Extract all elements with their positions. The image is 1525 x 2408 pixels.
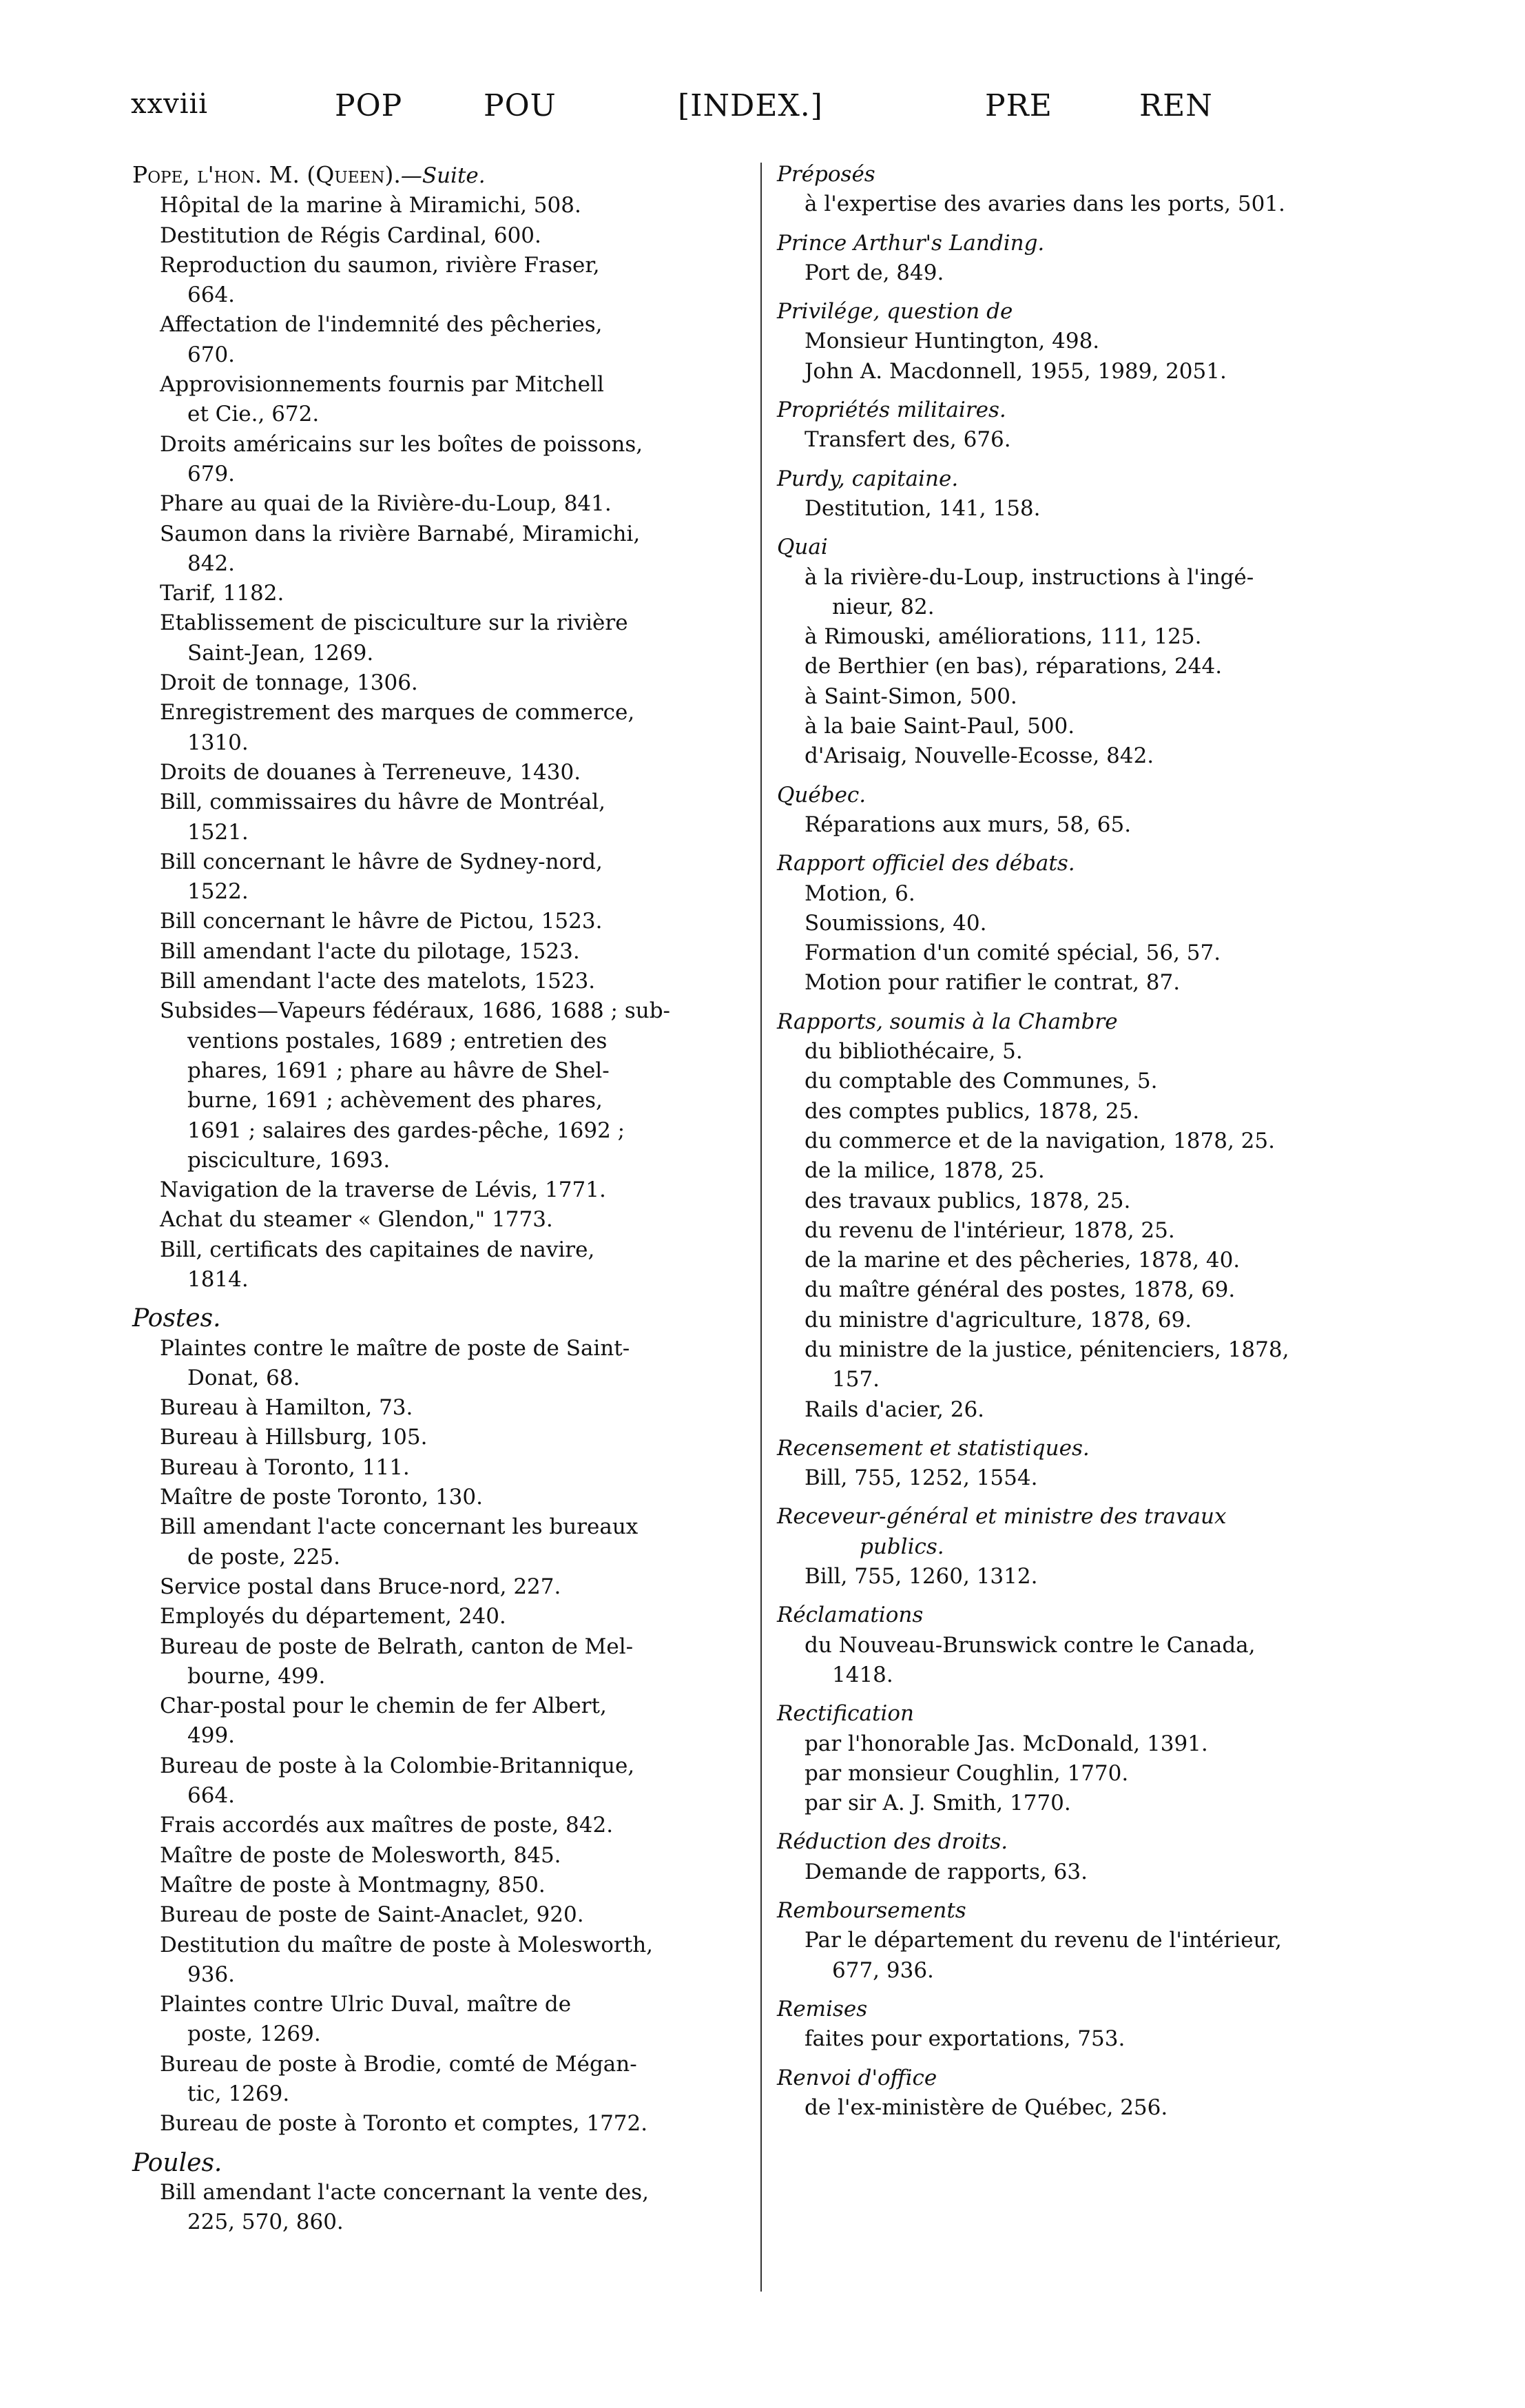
index-heading: Recensement et statistiques. bbox=[777, 1435, 1090, 1461]
index-entry-continuation: 670. bbox=[187, 342, 236, 367]
index-entry bbox=[132, 1393, 749, 1423]
index-entry-line: John A. Macdonnell, 1955, 1989, 2051. bbox=[805, 358, 1227, 384]
index-entry-line: Bill, 755, 1260, 1312. bbox=[805, 1564, 1038, 1589]
index-heading: Receveur-général et ministre des travaux bbox=[777, 1504, 1227, 1530]
index-heading: Rapport officiel des débats. bbox=[777, 851, 1075, 876]
index-entry-line: Formation d'un comité spécial, 56, 57. bbox=[805, 940, 1221, 966]
index-heading: Poules. bbox=[132, 2148, 222, 2177]
index-entry bbox=[132, 2109, 749, 2139]
index-heading: Québec. bbox=[777, 782, 867, 807]
index-entry-line: du Nouveau-Brunswick contre le Canada, bbox=[805, 1632, 1256, 1658]
index-entry bbox=[132, 907, 749, 936]
index-entry-line: à Rimouski, améliorations, 111, 125. bbox=[805, 624, 1202, 650]
index-heading: Préposés bbox=[777, 162, 875, 187]
index-entry-line: Bill, certificats des capitaines de navire, bbox=[160, 1237, 595, 1262]
index-entry-line: Soumissions, 40. bbox=[805, 910, 987, 936]
index-column-right bbox=[777, 160, 1390, 2123]
index-entry bbox=[777, 1246, 1390, 1275]
index-entry bbox=[132, 1572, 749, 1602]
index-entry bbox=[777, 968, 1390, 998]
index-entry bbox=[777, 357, 1390, 387]
index-entry bbox=[777, 1067, 1390, 1096]
index-entry-line: Bill concernant le hâvre de Pictou, 1523. bbox=[160, 909, 603, 934]
index-entry-line: Droits de douanes à Terreneuve, 1430. bbox=[160, 759, 581, 785]
index-entry bbox=[132, 1602, 749, 1632]
index-entry bbox=[132, 1175, 749, 1205]
index-entry-continuation: Donat, 68. bbox=[187, 1365, 300, 1390]
index-entry bbox=[132, 1632, 749, 1692]
index-entry-continuation: 664. bbox=[187, 282, 236, 308]
index-entry bbox=[777, 1186, 1390, 1216]
index-entry-line: Tarif, 1182. bbox=[160, 581, 284, 606]
index-entry bbox=[777, 425, 1390, 455]
index-entry-line: Bureau de poste à la Colombie-Britannique, bbox=[160, 1753, 635, 1778]
index-entry bbox=[132, 1483, 749, 1512]
index-entry bbox=[777, 938, 1390, 968]
index-entry-line: Etablissement de pisciculture sur la rivière bbox=[160, 610, 628, 636]
index-entry-line: Frais accordés aux maîtres de poste, 842. bbox=[160, 1813, 614, 1838]
index-entry-line: Bill amendant l'acte concernant les bureaux bbox=[160, 1514, 639, 1540]
index-entry-line: faites pour exportations, 753. bbox=[805, 2026, 1125, 2052]
index-heading: Réclamations bbox=[777, 1603, 924, 1628]
index-entry bbox=[132, 847, 749, 907]
index-entry-continuation: 679. bbox=[187, 461, 236, 486]
index-entry-line: Service postal dans Bruce-nord, 227. bbox=[160, 1574, 561, 1599]
index-entry bbox=[777, 2093, 1390, 2123]
index-entry bbox=[132, 1235, 749, 1295]
index-entry-line: Maître de poste à Montmagny, 850. bbox=[160, 1872, 546, 1897]
index-entry bbox=[777, 1037, 1390, 1067]
index-entry-line: Réparations aux murs, 58, 65. bbox=[805, 812, 1132, 837]
index-entry-line: Affectation de l'indemnité des pêcheries, bbox=[160, 312, 603, 338]
index-heading: Prince Arthur's Landing. bbox=[777, 230, 1045, 256]
index-entry-line: Saumon dans la rivière Barnabé, Miramichi, bbox=[160, 521, 641, 546]
index-entry-line: Par le département du revenu de l'intérieur, bbox=[805, 1928, 1282, 1953]
index-entry bbox=[132, 430, 749, 490]
index-column-left bbox=[132, 160, 749, 2237]
index-entry bbox=[132, 1931, 749, 1990]
index-entry-continuation: 225, 570, 860. bbox=[187, 2210, 344, 2235]
index-entry-line: du revenu de l'intérieur, 1878, 25. bbox=[805, 1217, 1175, 1243]
index-heading: Quai bbox=[777, 535, 828, 560]
index-entry-line: Plaintes contre Ulric Duval, maître de bbox=[160, 1992, 572, 2017]
index-entry-line: Plaintes contre le maître de poste de Saint- bbox=[160, 1335, 630, 1361]
index-entry bbox=[777, 563, 1390, 623]
index-entry-line: Bureau de poste de Belrath, canton de Mel- bbox=[160, 1634, 634, 1659]
header-right-from: PRE bbox=[985, 88, 1052, 123]
index-entry-line: des comptes publics, 1878, 25. bbox=[805, 1098, 1140, 1124]
index-entry-line: Achat du steamer « Glendon," 1773. bbox=[160, 1207, 553, 1233]
index-entry-continuation: 1814. bbox=[187, 1266, 249, 1292]
index-entry-line: Bill amendant l'acte des matelots, 1523. bbox=[160, 969, 596, 994]
index-entry-line: Maître de poste Toronto, 130. bbox=[160, 1485, 483, 1510]
index-entry bbox=[777, 1335, 1390, 1395]
index-entry-continuation: et Cie., 672. bbox=[187, 402, 320, 427]
index-entry-line: de Berthier (en bas), réparations, 244. bbox=[805, 654, 1223, 679]
index-entry-continuation: bourne, 499. bbox=[187, 1663, 326, 1689]
index-entry bbox=[132, 1205, 749, 1235]
index-entry-continuation: pisciculture, 1693. bbox=[187, 1147, 391, 1173]
index-entry bbox=[777, 258, 1390, 288]
index-entry-line: de la milice, 1878, 25. bbox=[805, 1158, 1045, 1184]
index-heading: Remises bbox=[777, 1996, 868, 2021]
index-entry-line: à l'expertise des avaries dans les ports, 501. bbox=[805, 192, 1285, 217]
index-entry-continuation: nieur, 82. bbox=[832, 594, 935, 619]
index-entry bbox=[777, 652, 1390, 681]
index-entry-line: Port de, 849. bbox=[805, 260, 944, 285]
index-entry bbox=[777, 1926, 1390, 1986]
index-entry-continuation: 157. bbox=[832, 1367, 880, 1392]
index-entry-line: Rails d'acier, 26. bbox=[805, 1397, 985, 1422]
index-entry bbox=[777, 1275, 1390, 1305]
index-entry-line: Hôpital de la marine à Miramichi, 508. bbox=[160, 193, 581, 218]
index-entry-line: de la marine et des pêcheries, 1878, 40. bbox=[805, 1248, 1241, 1273]
index-entry-continuation: ventions postales, 1689 ; entretien des bbox=[187, 1028, 608, 1053]
index-heading-continued: publics. bbox=[860, 1534, 944, 1559]
index-entry bbox=[132, 519, 749, 579]
index-entry-line: Enregistrement des marques de commerce, bbox=[160, 700, 635, 726]
index-entry bbox=[132, 1512, 749, 1572]
index-heading: Renvoi d'office bbox=[777, 2065, 937, 2090]
index-entry-line: Char-postal pour le chemin de fer Albert, bbox=[160, 1694, 607, 1719]
index-entry-line: par l'honorable Jas. McDonald, 1391. bbox=[805, 1731, 1208, 1756]
index-entry-line: Navigation de la traverse de Lévis, 1771. bbox=[160, 1177, 606, 1203]
index-entry-line: Droit de tonnage, 1306. bbox=[160, 670, 418, 696]
index-entry-line: Bill, 755, 1252, 1554. bbox=[805, 1465, 1038, 1491]
index-entry bbox=[132, 251, 749, 311]
index-entry-line: Subsides—Vapeurs fédéraux, 1686, 1688 ; sub- bbox=[160, 998, 671, 1024]
index-entry-line: à la baie Saint-Paul, 500. bbox=[805, 714, 1075, 739]
header-section: [INDEX.] bbox=[678, 88, 823, 123]
index-entry bbox=[777, 1126, 1390, 1156]
index-entry-line: de l'ex-ministère de Québec, 256. bbox=[805, 2095, 1168, 2120]
index-entry bbox=[132, 370, 749, 430]
index-entry-continuation: 1522. bbox=[187, 879, 249, 905]
index-entry bbox=[777, 1395, 1390, 1425]
index-entry-line: à la rivière-du-Loup, instructions à l'ingé- bbox=[805, 564, 1254, 590]
index-entry-line: Bill, commissaires du hâvre de Montréal, bbox=[160, 790, 606, 815]
index-entry-line: du ministre d'agriculture, 1878, 69. bbox=[805, 1307, 1192, 1332]
index-heading: Remboursements bbox=[777, 1898, 966, 1924]
index-entry bbox=[132, 579, 749, 608]
index-entry bbox=[132, 698, 749, 758]
header-right-to: REN bbox=[1139, 88, 1213, 123]
index-entry-continuation: 1521. bbox=[187, 819, 249, 845]
index-entry-continuation: poste, 1269. bbox=[187, 2021, 321, 2047]
index-entry-continuation: 499. bbox=[187, 1723, 236, 1749]
index-entry-line: Reproduction du saumon, rivière Fraser, bbox=[160, 252, 600, 278]
index-entry-line: du bibliothécaire, 5. bbox=[805, 1039, 1023, 1064]
index-entry-continuation: tic, 1269. bbox=[187, 2081, 290, 2106]
index-entry bbox=[777, 909, 1390, 938]
index-entry-line: Bureau à Toronto, 111. bbox=[160, 1454, 410, 1480]
index-entry bbox=[132, 2050, 749, 2110]
index-entry bbox=[777, 712, 1390, 741]
index-entry bbox=[132, 788, 749, 847]
index-entry-line: du commerce et de la navigation, 1878, 25. bbox=[805, 1128, 1275, 1153]
index-entry-line: Transfert des, 676. bbox=[805, 427, 1011, 453]
index-entry-line: à Saint-Simon, 500. bbox=[805, 683, 1017, 709]
index-entry bbox=[777, 189, 1390, 219]
index-entry bbox=[777, 682, 1390, 712]
index-entry-line: Destitution, 141, 158. bbox=[805, 495, 1041, 521]
index-entry bbox=[777, 1631, 1390, 1691]
index-entry-line: Maître de poste de Molesworth, 845. bbox=[160, 1842, 561, 1868]
index-entry-line: des travaux publics, 1878, 25. bbox=[805, 1188, 1131, 1213]
index-entry-line: du maître général des postes, 1878, 69. bbox=[805, 1277, 1236, 1303]
index-entry bbox=[132, 1841, 749, 1871]
index-entry-continuation: 677, 936. bbox=[832, 1957, 934, 1983]
index-entry-continuation: 1691 ; salaires des gardes-pêche, 1692 ; bbox=[187, 1118, 625, 1143]
index-entry-continuation: burne, 1691 ; achèvement des phares, bbox=[187, 1088, 603, 1113]
index-entry-line: Phare au quai de la Rivière-du-Loup, 841. bbox=[160, 491, 612, 517]
index-entry-continuation: 842. bbox=[187, 550, 236, 576]
index-entry-line: Employés du département, 240. bbox=[160, 1604, 506, 1629]
index-entry-line: Destitution de Régis Cardinal, 600. bbox=[160, 223, 541, 248]
index-entry bbox=[777, 1858, 1390, 1887]
index-entry bbox=[132, 1453, 749, 1483]
index-heading: Postes. bbox=[132, 1304, 221, 1333]
column-divider bbox=[760, 163, 762, 2292]
index-entry bbox=[132, 608, 749, 668]
index-entry bbox=[777, 1562, 1390, 1592]
index-heading bbox=[132, 160, 749, 191]
index-entry-line: Destitution du maître de poste à Molesworth, bbox=[160, 1932, 654, 1957]
index-entry-line: Motion pour ratifier le contrat, 87. bbox=[805, 970, 1181, 996]
index-entry-continuation: Saint-Jean, 1269. bbox=[187, 640, 374, 666]
index-entry-line: Bureau de poste à Toronto et comptes, 1772. bbox=[160, 2111, 648, 2137]
header-left-to: POU bbox=[484, 88, 557, 123]
index-entry-line: Approvisionnements fournis par Mitchell bbox=[160, 372, 604, 398]
index-entry bbox=[132, 1990, 749, 2050]
index-entry bbox=[132, 1751, 749, 1811]
index-entry-line: Bill amendant l'acte concernant la vente des, bbox=[160, 2179, 650, 2205]
index-entry bbox=[777, 494, 1390, 524]
index-entry bbox=[777, 1729, 1390, 1759]
page-number: xxviii bbox=[131, 88, 209, 120]
index-entry-line: Motion, 6. bbox=[805, 881, 915, 906]
index-entry bbox=[777, 1463, 1390, 1493]
index-entry bbox=[132, 937, 749, 967]
index-entry-line: Bureau de poste de Saint-Anaclet, 920. bbox=[160, 1902, 584, 1928]
index-entry-line: Bureau à Hillsburg, 105. bbox=[160, 1425, 428, 1450]
index-entry-line: d'Arisaig, Nouvelle-Ecosse, 842. bbox=[805, 743, 1154, 769]
index-entry-continuation: 1310. bbox=[187, 730, 249, 755]
index-entry-line: Bill amendant l'acte du pilotage, 1523. bbox=[160, 938, 580, 964]
index-heading: Réduction des droits. bbox=[777, 1829, 1008, 1855]
index-entry-line: Demande de rapports, 63. bbox=[805, 1859, 1088, 1884]
index-entry bbox=[777, 1789, 1390, 1818]
index-entry bbox=[777, 879, 1390, 909]
index-heading: Rapports, soumis à la Chambre bbox=[777, 1009, 1118, 1034]
header-left-from: POP bbox=[335, 88, 403, 123]
index-entry bbox=[777, 2024, 1390, 2054]
index-entry bbox=[777, 810, 1390, 840]
index-entry-continuation: de poste, 225. bbox=[187, 1544, 340, 1570]
index-entry bbox=[777, 1759, 1390, 1789]
index-entry-line: Droits américains sur les boîtes de poissons, bbox=[160, 431, 643, 457]
index-entry-line: par monsieur Coughlin, 1770. bbox=[805, 1760, 1129, 1786]
index-entry bbox=[777, 622, 1390, 652]
index-entry bbox=[132, 996, 749, 1175]
index-entry bbox=[132, 1900, 749, 1930]
index-heading: Rectification bbox=[777, 1701, 914, 1727]
index-entry-continuation: phares, 1691 ; phare au hâvre de Shel- bbox=[187, 1058, 610, 1083]
index-entry bbox=[132, 1423, 749, 1452]
index-entry-line: par sir A. J. Smith, 1770. bbox=[805, 1791, 1071, 1816]
index-entry bbox=[132, 1811, 749, 1840]
index-entry bbox=[777, 1216, 1390, 1246]
index-entry bbox=[132, 1871, 749, 1900]
index-entry-line: du ministre de la justice, pénitenciers, 1878, bbox=[805, 1337, 1289, 1362]
index-entry-line: Monsieur Huntington, 498. bbox=[805, 329, 1100, 354]
index-entry-line: Bill concernant le hâvre de Sydney-nord, bbox=[160, 849, 603, 874]
index-entry-continuation: 936. bbox=[187, 1962, 236, 1987]
index-entry bbox=[777, 741, 1390, 771]
index-entry bbox=[777, 327, 1390, 356]
index-entry bbox=[132, 2178, 749, 2238]
index-entry-continuation: 664. bbox=[187, 1783, 236, 1809]
index-entry bbox=[132, 489, 749, 519]
index-entry bbox=[132, 668, 749, 698]
index-entry bbox=[132, 310, 749, 370]
index-entry bbox=[132, 1334, 749, 1394]
index-heading: Purdy, capitaine. bbox=[777, 466, 959, 491]
index-heading: Privilége, question de bbox=[777, 299, 1013, 325]
page-header bbox=[131, 88, 1240, 130]
index-entry-line: Bureau à Hamilton, 73. bbox=[160, 1395, 413, 1421]
index-entry bbox=[777, 1156, 1390, 1186]
index-entry bbox=[132, 221, 749, 251]
index-entry-continuation: 1418. bbox=[832, 1662, 893, 1687]
index-entry bbox=[777, 1306, 1390, 1335]
index-entry-line: du comptable des Communes, 5. bbox=[805, 1069, 1158, 1094]
index-entry-line: Bureau de poste à Brodie, comté de Mégan- bbox=[160, 2051, 637, 2077]
index-heading-name: Pope, l'hon. M. (Queen). bbox=[132, 161, 401, 188]
index-entry bbox=[132, 1691, 749, 1751]
index-entry bbox=[132, 758, 749, 788]
index-heading: Propriétés militaires. bbox=[777, 398, 1006, 423]
index-entry bbox=[777, 1097, 1390, 1126]
index-entry bbox=[132, 967, 749, 996]
index-heading-suffix: —Suite. bbox=[400, 163, 486, 188]
index-entry bbox=[132, 191, 749, 220]
